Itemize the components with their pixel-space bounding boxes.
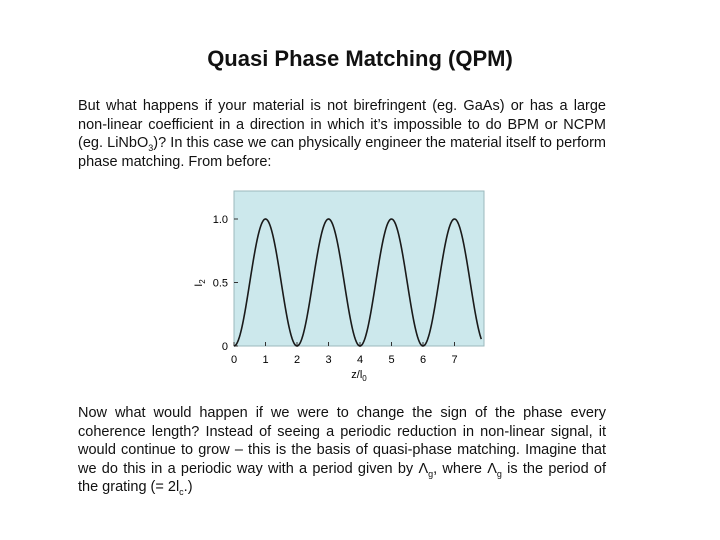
- closing-text-part2: , where: [433, 460, 488, 477]
- y-tick-label: 0.5: [212, 277, 228, 290]
- lambda-subscript-1: g: [428, 468, 434, 479]
- intro-text-part2: )? In this case we can physically engineer the material itself to perform phase matching. From before:: [78, 135, 606, 170]
- closing-paragraph: [78, 404, 606, 497]
- x-axis-label: $z/l_0$: [351, 369, 367, 383]
- x-tick-label: 0: [230, 354, 238, 366]
- intro-paragraph: [78, 97, 606, 171]
- y-tick-label: 0: [221, 341, 228, 353]
- lambda-symbol-2: Λ: [487, 460, 497, 477]
- closing-text-part4: .): [183, 479, 193, 495]
- x-tick-label: 2: [293, 354, 301, 366]
- intensity-plot: [188, 188, 488, 388]
- lc-subscript: c: [179, 486, 184, 497]
- x-tick-label: 6: [419, 354, 427, 366]
- intro-text-part1: But what happens if your material is not birefringent (eg. GaAs) or has a large non-linear coefficient in a direction in which it’s impossible to do BPM or NCPM (eg. LiNbO: [78, 98, 606, 151]
- y-axis-label: $I_2$: [193, 279, 207, 287]
- slide-title: Quasi Phase Matching (QPM): [207, 46, 513, 71]
- intro-subscript: 3: [148, 142, 154, 153]
- x-tick-label: 5: [388, 354, 395, 366]
- x-tick-label: 1: [262, 354, 269, 366]
- x-tick-label: 4: [356, 354, 364, 366]
- closing-text-part3: is the period of the grating (= 2l: [78, 460, 606, 495]
- plot-area: [234, 191, 484, 346]
- x-tick-label: 3: [325, 354, 332, 366]
- lambda-symbol-1: Λ: [418, 460, 429, 477]
- x-tick-label: 7: [451, 354, 458, 366]
- lambda-subscript-2: g: [496, 468, 502, 479]
- closing-text-part1: Now what would happen if we were to change the sign of the phase every coherence length? Instead of seeing a periodic reduction in non-linear signal, it would continue to grow – this is the basis of quasi-phase matching. Imagine that we do this in a periodic way with a period given by: [78, 405, 606, 477]
- y-tick-label: 1.0: [212, 214, 228, 226]
